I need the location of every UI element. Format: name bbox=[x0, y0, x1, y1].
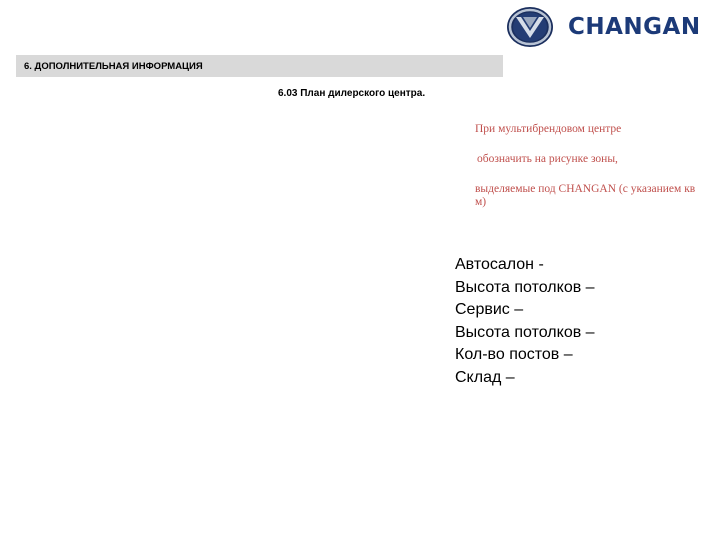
dealer-info-fields bbox=[455, 254, 595, 389]
changan-emblem-icon bbox=[506, 6, 554, 48]
instruction-note bbox=[475, 123, 705, 209]
section-header-bar bbox=[16, 55, 503, 77]
brand-name: CHANGAN bbox=[568, 14, 701, 40]
field-service-ceiling-height: Высота потолков – bbox=[455, 323, 595, 341]
field-showroom-ceiling-height: Высота потолков – bbox=[455, 278, 595, 296]
field-warehouse: Склад – bbox=[455, 368, 515, 386]
field-service-posts-count: Кол-во постов – bbox=[455, 346, 573, 363]
section-title: 6. ДОПОЛНИТЕЛЬНАЯ ИНФОРМАЦИЯ bbox=[24, 60, 203, 72]
subsection-title: 6.03 План дилерского центра. bbox=[278, 88, 426, 99]
note-line-3: выделяемые под CHANGAN (с указанием кв м) bbox=[475, 183, 696, 208]
note-line-1: При мультибрендовом центре bbox=[475, 123, 622, 135]
field-service: Сервис – bbox=[455, 301, 524, 318]
note-line-2: обозначить на рисунке зоны, bbox=[477, 153, 618, 165]
field-showroom: Автосалон - bbox=[455, 256, 544, 273]
brand-logo bbox=[506, 6, 701, 48]
